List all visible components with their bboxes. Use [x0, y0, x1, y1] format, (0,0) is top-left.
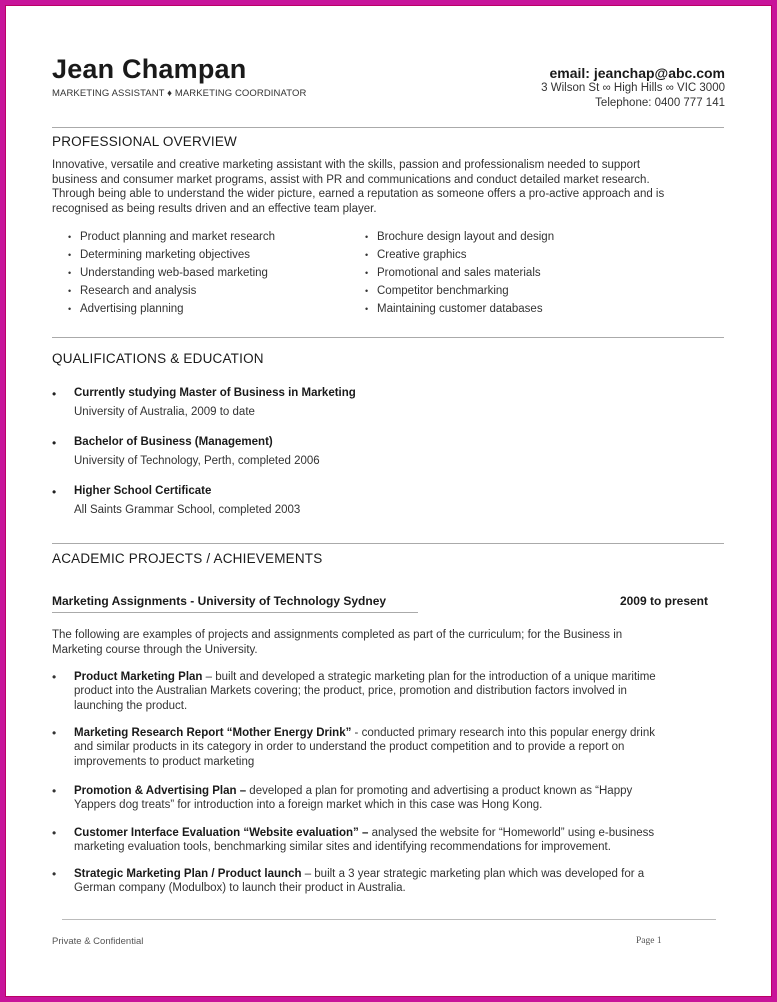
overview-line: Through being able to understand the wider picture, earned a reputation as someone offers a pro-active approach and is [52, 188, 665, 201]
projects-intro [52, 628, 724, 657]
skill-item: • Creative graphics [365, 249, 554, 267]
bullet-icon: • [52, 867, 57, 881]
project-text: - conducted primary research into this popular energy drink [351, 727, 655, 739]
overview-paragraph [52, 158, 724, 216]
divider [52, 543, 724, 544]
project-text: product into the Australian Markets covering; the product, price, promotion and distribution factors involved in [74, 685, 627, 698]
section-title-overview: PROFESSIONAL OVERVIEW [52, 134, 237, 149]
education-title: Bachelor of Business (Management) [74, 436, 273, 448]
divider [52, 127, 724, 128]
skill-item: • Competitor benchmarking [365, 285, 554, 303]
bullet-icon: • [52, 670, 57, 684]
project-text: and similar products in its category in order to understand the product competition and to provide a report on [74, 741, 625, 754]
bullet-icon: • [52, 826, 57, 840]
overview-line: Innovative, versatile and creative marketing assistant with the skills, passion and professionalism needed to support [52, 159, 641, 171]
telephone-text: Telephone: 0400 777 141 [595, 97, 725, 109]
footer-divider [62, 919, 716, 920]
education-title: Currently studying Master of Business in Marketing [74, 387, 356, 399]
skill-item: • Brochure design layout and design [365, 231, 554, 249]
project-title: Promotion & Advertising Plan – [74, 785, 247, 797]
projects-heading-row [52, 594, 708, 610]
intro-line: Marketing course through the University. [52, 643, 258, 656]
bullet-icon: • [52, 387, 57, 401]
address-text: 3 Wilson St ∞ High Hills ∞ VIC 3000 [541, 82, 725, 94]
project-text: – built and developed a strategic marketing plan for the introduction of a unique maritime [202, 671, 656, 683]
overview-line: recognised as being results driven and an effective team player. [52, 202, 377, 215]
section-title-projects: ACADEMIC PROJECTS / ACHIEVEMENTS [52, 551, 323, 566]
project-text: launching the product. [74, 699, 188, 712]
skills-list-right [365, 231, 554, 321]
project-text: developed a plan for promoting and advertising a product known as “Happy [246, 785, 633, 797]
candidate-subtitle: MARKETING ASSISTANT ♦ MARKETING COORDINATOR [52, 88, 307, 99]
skill-item: • Determining marketing objectives [68, 249, 275, 267]
project-title: Marketing Research Report “Mother Energy Drink” [74, 727, 352, 739]
candidate-name: Jean Champan [52, 54, 247, 84]
overview-line: business and consumer market programs, assist with PR and communications and conduct detailed market research. [52, 173, 650, 186]
projects-period: 2009 to present [619, 594, 708, 608]
skill-item: • Research and analysis [68, 285, 275, 303]
project-title: Customer Interface Evaluation “Website evaluation” – [74, 827, 369, 839]
resume-page [5, 5, 772, 997]
education-detail: University of Technology, Perth, completed 2006 [74, 455, 320, 467]
skill-item: • Advertising planning [68, 303, 275, 321]
project-text: – built a 3 year strategic marketing plan which was developed for a [301, 868, 645, 880]
project-title: Strategic Marketing Plan / Product launch [74, 868, 302, 880]
bullet-icon: • [52, 485, 57, 499]
footer-confidential: Private & Confidential [52, 936, 144, 947]
email-text: email: jeanchap@abc.com [549, 65, 725, 81]
education-detail: University of Australia, 2009 to date [74, 406, 255, 418]
projects-heading: Marketing Assignments - University of Technology Sydney [52, 594, 387, 608]
divider [52, 337, 724, 338]
project-text: improvements to product marketing [74, 755, 255, 768]
section-title-education: QUALIFICATIONS & EDUCATION [52, 351, 264, 366]
skill-item: • Promotional and sales materials [365, 267, 554, 285]
contact-block [541, 65, 725, 111]
skill-item: • Maintaining customer databases [365, 303, 554, 321]
bullet-icon: • [52, 436, 57, 450]
bullet-icon: • [52, 726, 57, 740]
intro-line: The following are examples of projects and assignments completed as part of the curriculum; for the Business in [52, 629, 623, 641]
project-text: Yappers dog treats” for introduction into a foreign market which in this case was Hong Kong. [74, 799, 543, 812]
skill-item: • Product planning and market research [68, 231, 275, 249]
skill-item: • Understanding web-based marketing [68, 267, 275, 285]
education-title: Higher School Certificate [74, 485, 212, 497]
skills-list-left [68, 231, 275, 321]
project-text: marketing evaluation tools, benchmarking similar sites and identifying recommendations for improvement. [74, 841, 611, 854]
bullet-icon: • [52, 784, 57, 798]
project-title: Product Marketing Plan [74, 671, 203, 683]
footer-page-number: Page 1 [636, 936, 662, 946]
project-text: German company (Modulbox) to launch their product in Australia. [74, 882, 406, 895]
heading-underline [52, 612, 418, 613]
education-detail: All Saints Grammar School, completed 2003 [74, 504, 301, 516]
project-text: analysed the website for “Homeworld” using e-business [368, 827, 655, 839]
